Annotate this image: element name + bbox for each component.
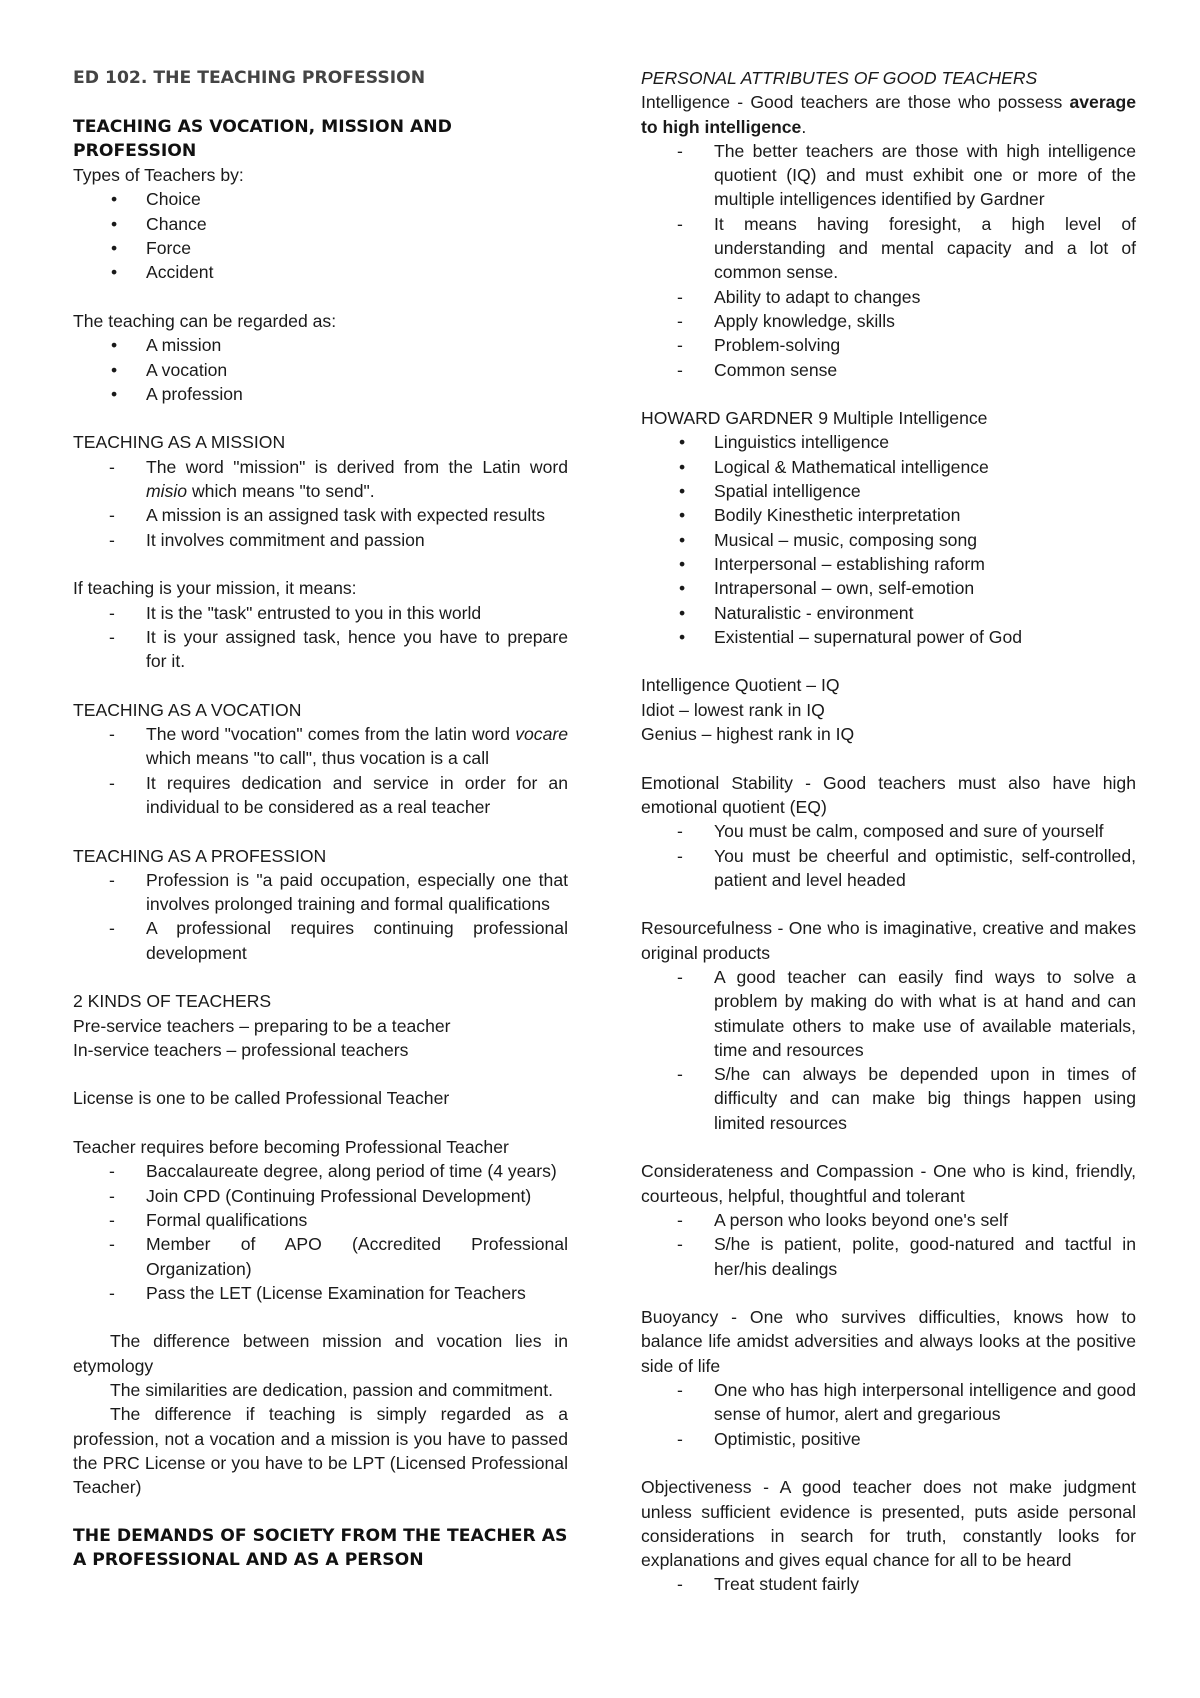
considerateness-list: [641, 1208, 1136, 1281]
list-item: - It means having foresight, a high level of understanding and mental capacity and a lot of common sense.: [677, 213, 1136, 283]
intelligence-paragraph: Intelligence - Good teachers are those who possess average to high intelligence.: [641, 92, 1136, 137]
right-column: [641, 66, 1136, 1597]
left-column: [73, 66, 568, 1572]
list-item: • A vocation: [111, 359, 228, 380]
iq-definition: Intelligence Quotient – IQ: [641, 675, 840, 696]
list-item: - The word "mission" is derived from the Latin word misio which means "to send".: [109, 456, 568, 502]
heading-vocation-mission-profession: TEACHING AS VOCATION, MISSION AND PROFESSION: [73, 116, 452, 161]
paragraph-similarities: The similarities are dedication, passion and commitment.: [110, 1380, 553, 1401]
list-item: - The better teachers are those with high intelligence quotient (IQ) and must exhibit one or more of the multiple intelligences identified by Gardner: [677, 140, 1136, 210]
list-item: - The word "vocation" comes from the latin word vocare which means "to call", thus vocation is a call: [109, 724, 568, 769]
list-item: - Baccalaureate degree, along period of time (4 years): [109, 1161, 557, 1182]
list-item: • Bodily Kinesthetic interpretation: [679, 505, 961, 526]
list-item: - You must be cheerful and optimistic, self-controlled, patient and level headed: [677, 845, 1136, 890]
list-item: • Musical – music, composing song: [679, 529, 978, 550]
if-mission-intro: If teaching is your mission, it means:: [73, 578, 357, 599]
objectiveness-list: [641, 1572, 1136, 1596]
list-item: - A professional requires continuing professional development: [109, 918, 568, 963]
heading-demands: THE DEMANDS OF SOCIETY FROM THE TEACHER AS A PROFESSIONAL AND AS A PERSON: [73, 1525, 568, 1571]
list-item: - S/he can always be depended upon in times of difficulty and can make big things happen using limited resources: [677, 1064, 1136, 1133]
list-item: - Profession is "a paid occupation, especially one that involves prolonged training and formal qualifications: [109, 869, 568, 915]
profession-list: [73, 868, 568, 965]
attributes-heading: PERSONAL ATTRIBUTES OF GOOD TEACHERS: [641, 68, 1038, 88]
list-item: • Linguistics intelligence: [679, 432, 890, 453]
profession-heading: TEACHING AS A PROFESSION: [73, 845, 327, 866]
list-item: • Existential – supernatural power of God: [679, 626, 1023, 647]
considerateness-paragraph: Considerateness and Compassion - One who is kind, friendly, courteous, helpful, thoughtful and tolerant: [641, 1161, 1136, 1206]
list-item: • Chance: [111, 213, 207, 234]
resourcefulness-list: [641, 965, 1136, 1135]
regarded-list: [73, 333, 568, 406]
mission-list: [73, 455, 568, 552]
list-item: - You must be calm, composed and sure of yourself: [677, 821, 1104, 842]
paragraph-difference: The difference between mission and vocation lies in etymology: [73, 1331, 568, 1376]
list-item: - S/he is patient, polite, good-natured and tactful in her/his dealings: [677, 1234, 1136, 1279]
requires-intro: Teacher requires before becoming Professional Teacher: [73, 1137, 509, 1158]
if-mission-list: [73, 601, 568, 674]
list-item: - Apply knowledge, skills: [677, 310, 895, 331]
list-item: - It is your assigned task, hence you have to prepare for it.: [109, 626, 568, 672]
vocation-list: [73, 722, 568, 819]
list-item: - Pass the LET (License Examination for Teachers: [109, 1282, 526, 1303]
document-title: ED 102. THE TEACHING PROFESSION: [73, 68, 426, 88]
list-item: • Spatial intelligence: [679, 481, 861, 502]
list-item: - It involves commitment and passion: [109, 529, 425, 550]
list-item: • Intrapersonal – own, self-emotion: [679, 578, 975, 599]
objectiveness-paragraph: Objectiveness - A good teacher does not make judgment unless sufficient evidence is presented, puts aside personal considerations in search for truth, constantly looks for explanations and gives equal chance for all to be heard: [641, 1477, 1136, 1571]
list-item: • Force: [111, 238, 191, 259]
in-service-text: In-service teachers – professional teachers: [73, 1039, 409, 1060]
list-item: - Treat student fairly: [677, 1574, 860, 1595]
list-item: - Formal qualifications: [109, 1209, 308, 1230]
list-item: - A mission is an assigned task with expected results: [109, 505, 545, 526]
list-item: • A profession: [111, 383, 243, 404]
list-item: - Common sense: [677, 359, 838, 380]
list-item: • Choice: [111, 189, 201, 210]
list-item: - It requires dedication and service in order for an individual to be considered as a real teacher: [109, 772, 568, 817]
list-item: - A good teacher can easily find ways to solve a problem by making do with what is at hand and can stimulate others to make use of available materials, time and resources: [677, 966, 1136, 1060]
license-text: License is one to be called Professional Teacher: [73, 1088, 450, 1109]
types-intro: Types of Teachers by:: [73, 165, 244, 186]
emotional-paragraph: Emotional Stability - Good teachers must also have high emotional quotient (EQ): [641, 772, 1136, 817]
gardner-list: [641, 430, 1136, 649]
emotional-list: [641, 819, 1136, 892]
buoyancy-paragraph: Buoyancy - One who survives difficulties, knows how to balance life amidst adversities and always looks at the positive side of life: [641, 1307, 1136, 1376]
list-item: • Logical & Mathematical intelligence: [679, 456, 989, 477]
pre-service-text: Pre-service teachers – preparing to be a teacher: [73, 1015, 451, 1036]
paragraph-profession: The difference if teaching is simply regarded as a profession, not a vocation and a mission is you have to passed the PRC License or you have to be LPT (Licensed Professional Teacher): [73, 1404, 568, 1498]
buoyancy-list: [641, 1378, 1136, 1451]
list-item: - Member of APO (Accredited Professional Organization): [109, 1234, 568, 1279]
list-item: - Join CPD (Continuing Professional Development): [109, 1185, 532, 1206]
types-list: [73, 187, 568, 284]
gardner-heading: HOWARD GARDNER 9 Multiple Intelligence: [641, 408, 988, 429]
list-item: • Naturalistic - environment: [679, 602, 914, 623]
list-item: - It is the "task" entrusted to you in this world: [109, 602, 482, 623]
list-item: • A mission: [111, 335, 222, 356]
requires-list: [73, 1159, 568, 1305]
iq-idiot: Idiot – lowest rank in IQ: [641, 699, 825, 720]
list-item: - Problem-solving: [677, 335, 841, 356]
iq-genius: Genius – highest rank in IQ: [641, 724, 855, 745]
vocation-heading: TEACHING AS A VOCATION: [73, 699, 302, 720]
regarded-intro: The teaching can be regarded as:: [73, 310, 337, 331]
list-item: - One who has high interpersonal intelligence and good sense of humor, alert and gregarious: [677, 1380, 1136, 1425]
mission-heading: TEACHING AS A MISSION: [73, 432, 286, 453]
list-item: • Accident: [111, 262, 214, 283]
list-item: • Interpersonal – establishing raform: [679, 553, 985, 574]
resourcefulness-paragraph: Resourcefulness - One who is imaginative, creative and makes original products: [641, 918, 1136, 963]
list-item: - Optimistic, positive: [677, 1428, 861, 1449]
kinds-heading: 2 KINDS OF TEACHERS: [73, 991, 272, 1012]
intelligence-list: [641, 139, 1136, 382]
list-item: - Ability to adapt to changes: [677, 286, 921, 307]
list-item: - A person who looks beyond one's self: [677, 1209, 1008, 1230]
